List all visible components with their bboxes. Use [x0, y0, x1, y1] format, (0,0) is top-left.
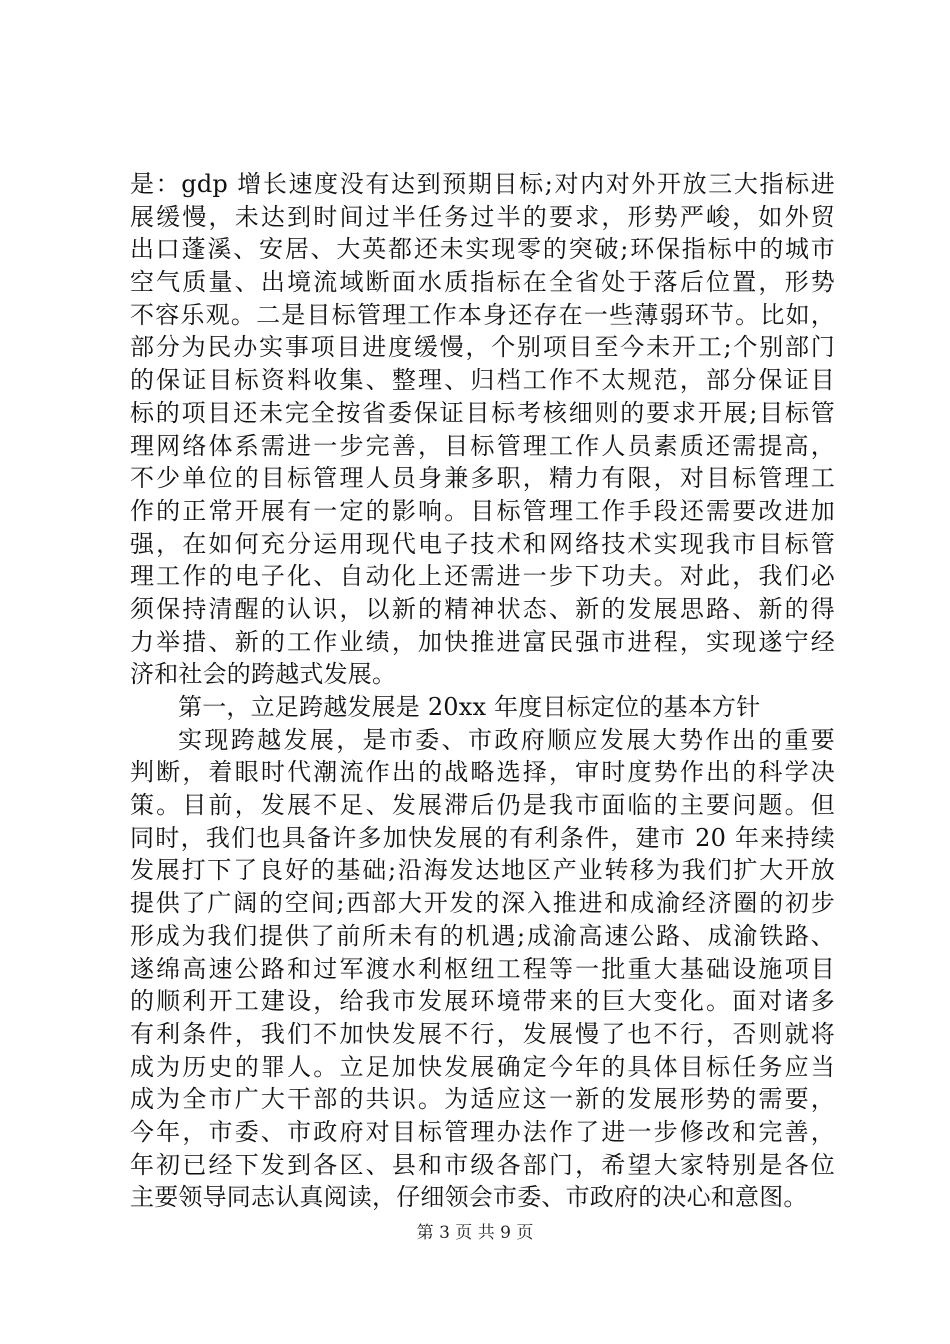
- paragraph-line: 形成为我们提供了前所未有的机遇;成渝高速公路、成渝铁路、: [130, 921, 835, 950]
- paragraph-line: 有利条件，我们不加快发展不行，发展慢了也不行，否则就将: [130, 1019, 835, 1048]
- paragraph-line: 展缓慢，未达到时间过半任务过半的要求，形势严峻，如外贸: [130, 202, 835, 231]
- paragraph-line: 不容乐观。二是目标管理工作本身还存在一些薄弱环节。比如，: [130, 300, 835, 329]
- paragraph-line: 不少单位的目标管理人员身兼多职，精力有限，对目标管理工: [130, 464, 835, 493]
- paragraph-2: [130, 724, 835, 1214]
- paragraph-line: 今年，市委、市政府对目标管理办法作了进一步修改和完善，: [130, 1117, 835, 1146]
- section-heading: 第一，立足跨越发展是 20xx 年度目标定位的基本方针: [178, 693, 761, 721]
- paragraph-line: 部分为民办实事项目进度缓慢，个别项目至今未开工;个别部门: [130, 333, 835, 362]
- paragraph-line: 理工作的电子化、自动化上还需进一步下功夫。对此，我们必: [130, 562, 835, 591]
- paragraph-line: 年初已经下发到各区、县和市级各部门，希望大家特别是各位: [130, 1150, 835, 1179]
- paragraph-line: 提供了广阔的空间;西部大开发的深入推进和成渝经济圈的初步: [130, 889, 835, 918]
- paragraph-line: 出口蓬溪、安居、大英都还未实现零的突破;环保指标中的城市: [130, 235, 835, 264]
- paragraph-line: 遂绵高速公路和过军渡水利枢纽工程等一批重大基础设施项目: [130, 954, 835, 983]
- paragraph-line: 标的项目还未完全按省委保证目标考核细则的要求开展;目标管: [130, 398, 835, 427]
- paragraph-line: 理网络体系需进一步完善，目标管理工作人员素质还需提高，: [130, 431, 835, 460]
- paragraph-line: 判断，着眼时代潮流作出的战略选择，审时度势作出的科学决: [130, 758, 835, 787]
- paragraph-line: 成为全市广大干部的共识。为适应这一新的发展形势的需要，: [130, 1085, 835, 1114]
- paragraph-line: 成为历史的罪人。立足加快发展确定今年的具体目标任务应当: [130, 1052, 835, 1081]
- paragraph-line: 是：gdp 增长速度没有达到预期目标;对内对外开放三大指标进: [130, 170, 835, 198]
- paragraph-line: 强，在如何充分运用现代电子技术和网络技术实现我市目标管: [130, 529, 835, 558]
- paragraph-line: 须保持清醒的认识，以新的精神状态、新的发展思路、新的得: [130, 594, 835, 623]
- paragraph-line: 力举措、新的工作业绩，加快推进富民强市进程，实现遂宁经: [130, 627, 835, 656]
- page-number-footer: 第 3 页 共 9 页: [416, 1223, 534, 1243]
- document-body: [130, 168, 835, 1214]
- paragraph-line: 空气质量、出境流域断面水质指标在全省处于落后位置，形势: [130, 268, 835, 297]
- paragraph-line: 的保证目标资料收集、整理、归档工作不太规范，部分保证目: [130, 366, 835, 395]
- paragraph-line: 作的正常开展有一定的影响。目标管理工作手段还需要改进加: [130, 496, 835, 525]
- paragraph-1: [130, 168, 835, 691]
- paragraph-line: 策。目前，发展不足、发展滞后仍是我市面临的主要问题。但: [130, 791, 835, 820]
- paragraph-line: 发展打下了良好的基础;沿海发达地区产业转移为我们扩大开放: [130, 856, 835, 885]
- paragraph-line: 实现跨越发展，是市委、市政府顺应发展大势作出的重要: [178, 725, 835, 754]
- paragraph-line: 主要领导同志认真阅读，仔细领会市委、市政府的决心和意图。: [130, 1183, 808, 1212]
- paragraph-line: 同时，我们也具备许多加快发展的有利条件，建市 20 年来持续: [130, 823, 835, 852]
- paragraph-line: 济和社会的跨越式发展。: [130, 660, 397, 689]
- paragraph-line: 的顺利开工建设，给我市发展环境带来的巨大变化。面对诸多: [130, 987, 835, 1016]
